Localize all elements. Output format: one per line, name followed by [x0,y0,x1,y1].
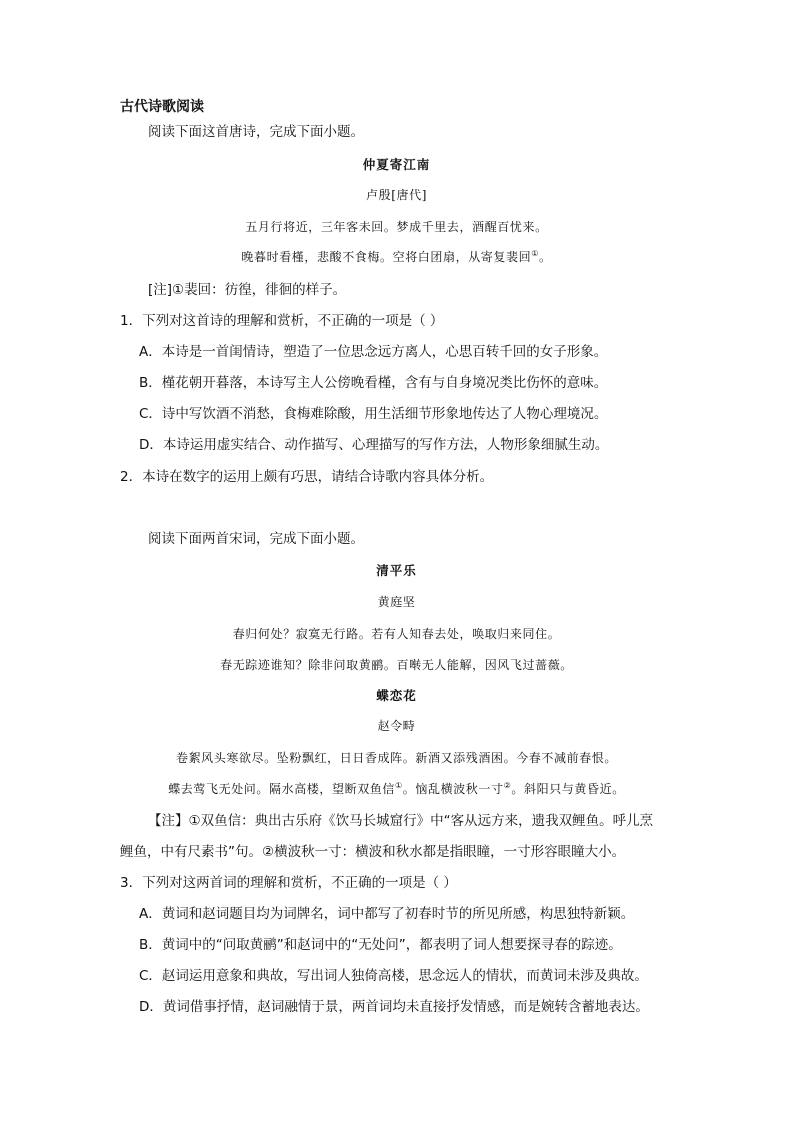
dielianhua-line-2: 蝶去莺飞无处问。隔水高楼，望断双鱼信①。恼乱横波秋一寸②。斜阳只与黄昏近。 [168,781,625,796]
note-mark-b: ② [503,781,512,790]
part2-intro: 阅读下面两首宋词，完成下面小题。 [148,531,364,547]
question-3-option-a: A．黄词和赵词题目均为词牌名，词中都写了初春时节的所见所感，构思独特新颖。 [139,906,635,922]
section-title: 古代诗歌阅读 [120,99,204,115]
poem-note: [注]①裴回：彷徨，徘徊的样子。 [148,282,347,298]
question-3-stem: 3．下列对这两首词的理解和赏析，不正确的一项是（ ） [120,875,457,891]
question-1-option-c: C．诗中写饮酒不消愁，食梅难除酸，用生活细节形象地传达了人物心理境况。 [139,406,608,422]
question-1-stem: 1．下列对这首诗的理解和赏析，不正确的一项是（ ） [120,313,444,329]
question-3-option-b: B．黄词中的“问取黄鹂”和赵词中的“无处问”，都表明了词人想要探寻春的踪迹。 [139,937,622,953]
poem-line-1: 五月行将近，三年客未回。梦成千里去，酒醒百忧来。 [245,220,548,234]
qingpingle-line-1: 春归何处？寂寞无行路。若有人知春去处，唤取归来同住。 [232,627,561,641]
dielianhua-line-1: 卷絮风头寒欲尽。坠粉飘红，日日香成阵。新酒又添残酒困。今春不减前春恨。 [175,751,617,765]
poem-title-dielianhua: 蝶恋花 [376,688,417,703]
question-3-option-d: D．黄词借事抒情，赵词融情于景，两首词均未直接抒发情感，而是婉转含蓄地表达。 [139,999,649,1015]
question-1-option-b: B．槿花朝开暮落，本诗写主人公傍晚看槿，含有与自身境况类比伤怀的意味。 [139,375,608,391]
poem-author-zhao-lingzhi: 赵令畤 [377,719,416,733]
poem-note-line-1: 【注】①双鱼信：典出古乐府《饮马长城窟行》中“客从远方来，遗我双鲤鱼。呼儿烹 [148,813,654,829]
question-3-option-c: C．赵词运用意象和典故，写出词人独倚高楼，思念远人的情状，而黄词未涉及典故。 [139,968,648,984]
poem-note-line-2: 鲤鱼，中有尺素书”句。②横波秋一寸：横波和秋水都是指眼瞳，一寸形容眼瞳大小。 [120,844,626,860]
poem-title-zhongxia: 仲夏寄江南 [362,157,431,172]
question-1-option-d: D．本诗运用虚实结合、动作描写、心理描写的写作方法，人物形象细腻生动。 [139,437,609,453]
note-mark-1: ① [531,249,539,258]
poem-line-2: 晚暮时看槿，悲酸不食梅。空将白团扇，从寄复裴回①。 [241,249,552,264]
poem-author-lu-yin: 卢殷[唐代] [366,188,427,202]
poem-author-huang-tingjian: 黄庭坚 [377,595,416,609]
poem-title-qingpingle: 清平乐 [376,563,417,578]
note-mark-a: ① [395,781,403,790]
question-1-option-a: A．本诗是一首闺情诗，塑造了一位思念远方离人，心思百转千回的女子形象。 [139,344,608,360]
part1-intro: 阅读下面这首唐诗，完成下面小题。 [148,124,364,140]
question-2-stem: 2．本诗在数字的运用上颇有巧思，请结合诗歌内容具体分析。 [120,469,494,485]
qingpingle-line-2: 春无踪迹谁知？除非问取黄鹂。百啭无人能解，因风飞过蔷薇。 [220,658,573,672]
